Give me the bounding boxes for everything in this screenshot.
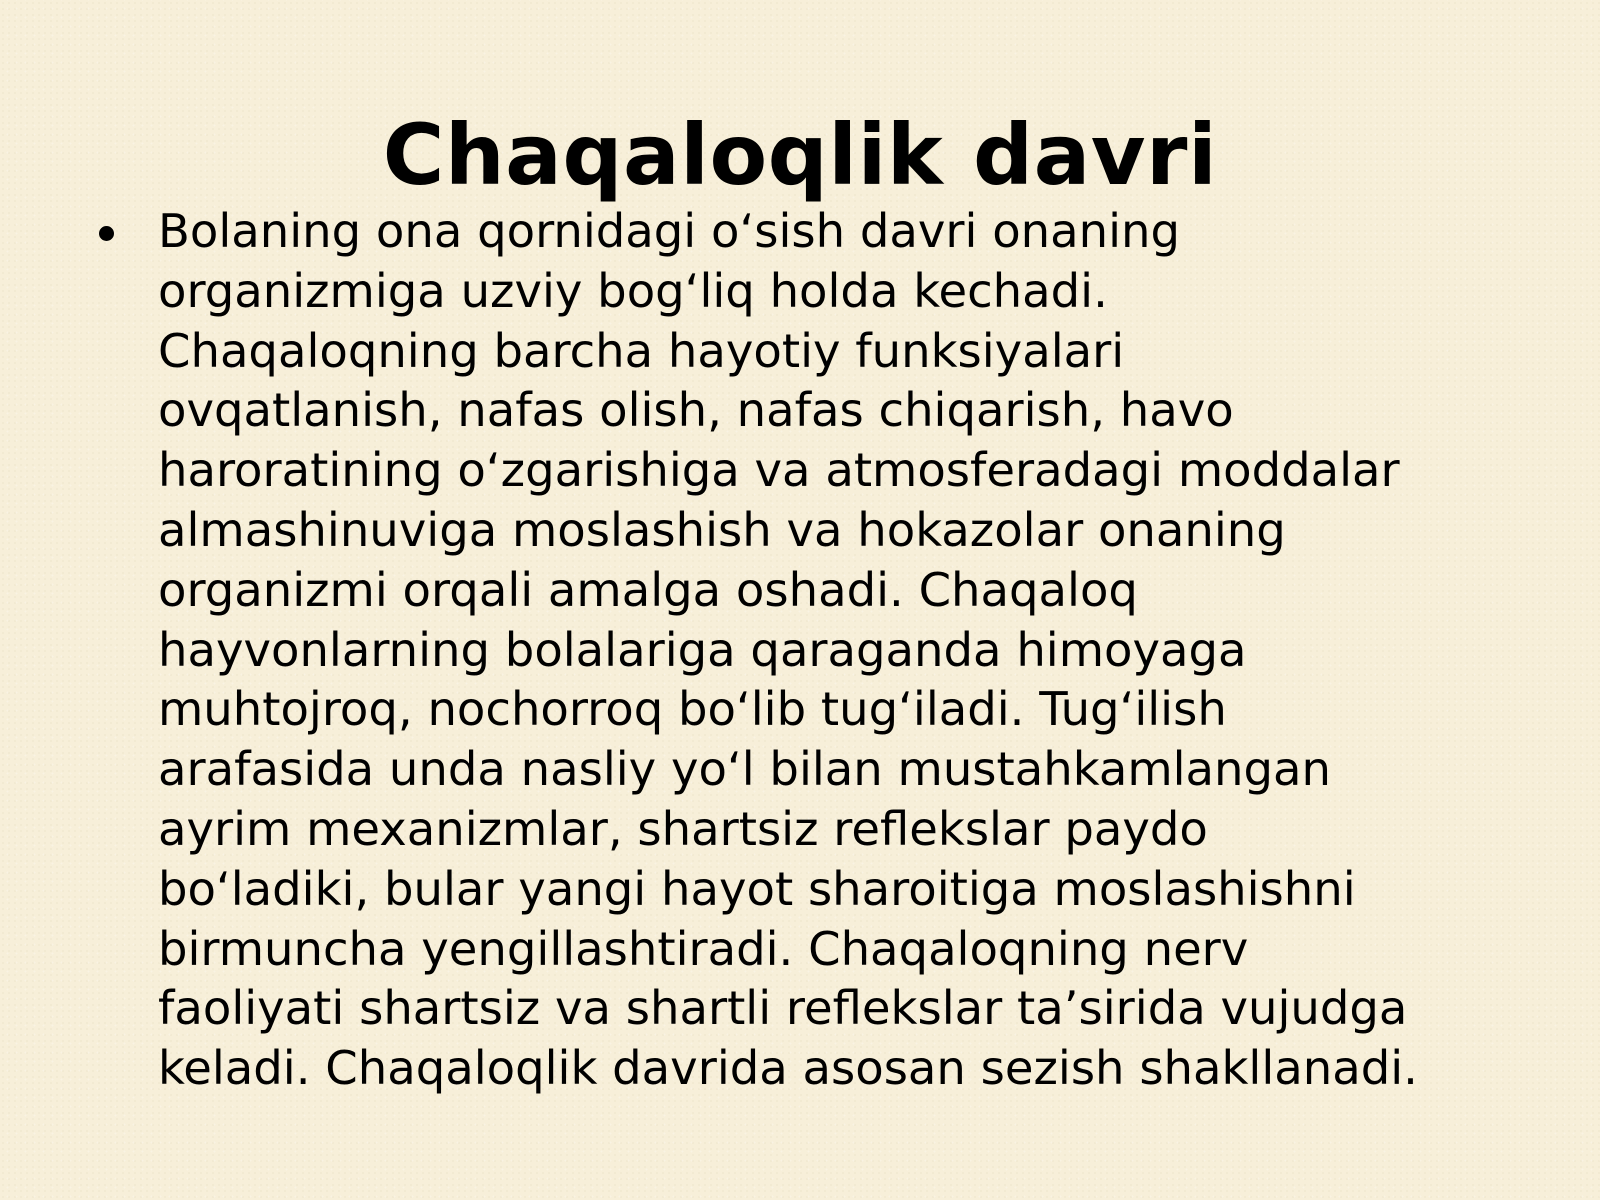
- bullet-item: [95, 202, 1515, 1099]
- bullet-text-line: bo‘ladiki, bular yangi hayot sharoitiga moslashishni: [158, 861, 1356, 916]
- bullet-text-line: almashinuviga moslashish va hokazolar onaning: [158, 502, 1286, 557]
- bullet-text-line: faoliyati shartsiz va shartli reflekslar ta’sirida vujudga: [158, 981, 1408, 1036]
- bullet-text-line: organizmi orqali amalga oshadi. Chaqaloq: [158, 562, 1138, 617]
- bullet-text-line: ayrim mexanizmlar, shartsiz reflekslar paydo: [158, 801, 1208, 856]
- bullet-text-line: haroratining o‘zgarishiga va atmosferadagi moddalar: [158, 443, 1400, 498]
- bullet-text-line: organizmiga uzviy bog‘liq holda kechadi.: [158, 263, 1108, 318]
- bullet-text-line: keladi. Chaqaloqlik davrida asosan sezish shakllanadi.: [158, 1041, 1418, 1096]
- bullet-text-line: Chaqaloqning barcha hayotiy funksiyalari: [158, 323, 1125, 378]
- bullet-text-line: birmuncha yengillashtiradi. Chaqaloqning nerv: [158, 921, 1249, 976]
- slide-title: Chaqaloqlik davri: [382, 106, 1218, 204]
- bullet-text-line: arafasida unda nasliy yo‘l bilan mustahkamlangan: [158, 742, 1331, 797]
- bullet-text-line: hayvonlarning bolalariga qaraganda himoyaga: [158, 622, 1247, 677]
- bullet-text-line: Bolaning ona qornidagi o‘sish davri onaning: [158, 204, 1181, 258]
- bullet-text-line: muhtojroq, nochorroq bo‘lib tug‘iladi. Tug‘ilish: [158, 682, 1227, 737]
- bullet-dot-icon: [99, 226, 114, 241]
- bullet-text-line: ovqatlanish, nafas olish, nafas chiqarish, havo: [158, 383, 1234, 438]
- bullet-list: [95, 202, 1515, 1099]
